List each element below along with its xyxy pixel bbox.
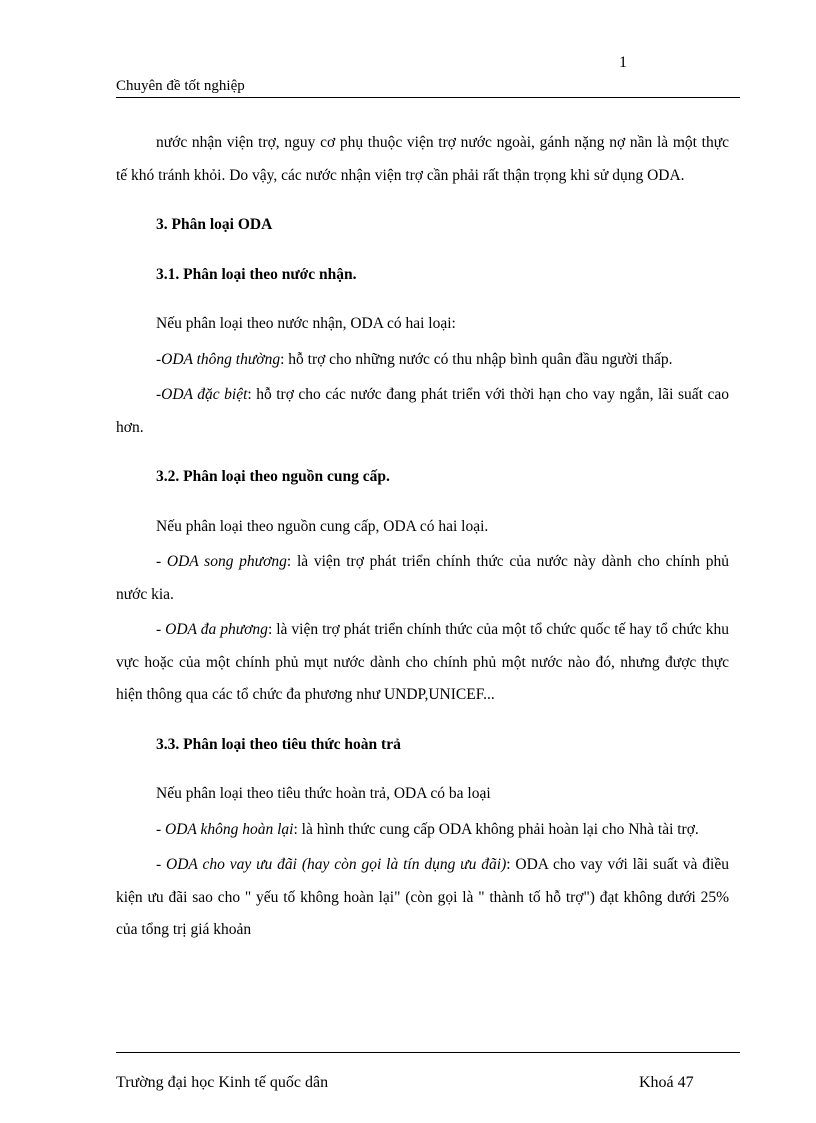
page-number: 1 xyxy=(619,54,627,71)
section-heading-3-3: 3.3. Phân loại theo tiêu thức hoàn trả xyxy=(156,735,401,753)
dash-prefix: - xyxy=(156,553,167,570)
paragraph-3-3-a xyxy=(116,814,729,847)
paragraph-3-3-intro: Nếu phân loại theo tiêu thức hoàn trả, ODA có ba loại xyxy=(156,785,491,802)
footer-course: Khoá 47 xyxy=(639,1074,694,1091)
paragraph-3-1-b xyxy=(116,379,729,444)
footer-school: Trường đại học Kinh tế quốc dân xyxy=(116,1074,329,1091)
section-heading-3-2: 3.2. Phân loại theo nguồn cung cấp. xyxy=(156,468,390,485)
paragraph-3-3-b xyxy=(116,849,729,947)
term-oda-thong-thuong: -ODA thông thường xyxy=(156,350,281,368)
paragraph-3-2-b xyxy=(116,614,729,712)
term-oda-khong-hoan-lai: ODA không hoàn lại xyxy=(165,820,294,838)
term-oda-song-phuong: ODA song phương xyxy=(166,553,287,570)
definition-text: : ODA cho vay với lãi suất và điều kiện ưu đãi sao cho " yếu tố không hoàn lại" (còn gọi là " thành tố hỗ trợ") đạt không dưới 25% của tổng trị giá khoản xyxy=(116,856,729,938)
paragraph-3-2-intro: Nếu phân loại theo nguồn cung cấp, ODA có hai loại. xyxy=(156,517,489,535)
definition-text: : là hình thức cung cấp ODA không phải hoàn lại cho Nhà tài trợ. xyxy=(293,820,699,838)
header-title: Chuyên đề tốt nghiệp xyxy=(116,78,245,94)
header-rule xyxy=(116,97,740,98)
dash-prefix: - xyxy=(156,621,166,638)
term-oda-cho-vay-uu-dai: ODA cho vay ưu đãi (hay còn gọi là tín dụng ưu đãi) xyxy=(166,856,507,873)
paragraph-3-1-a xyxy=(116,344,729,377)
definition-text: : hỗ trợ cho những nước có thu nhập bình quân đầu người thấp. xyxy=(280,350,673,368)
term-oda-dac-biet: -ODA đặc biệt xyxy=(156,386,248,403)
term-oda-da-phuong: ODA đa phương xyxy=(165,621,268,638)
section-heading-3: 3. Phân loại ODA xyxy=(156,216,273,233)
footer-rule xyxy=(116,1052,740,1053)
document-body xyxy=(116,127,729,947)
definition-text: : là viện trợ phát triển chính thức của một tổ chức quốc tế hay tổ chức khu vực hoặc của một chính phủ mụt nước dành cho chính phủ một nước nào đó, nhưng được thực hiện thông qua các tổ chức đa phương như UNDP,UNICEF... xyxy=(116,621,729,703)
dash-prefix: - xyxy=(156,856,167,873)
paragraph-3-2-a xyxy=(116,546,729,611)
definition-text: : hỗ trợ cho các nước đang phát triển với thời hạn cho vay ngắn, lãi suất cao hơn. xyxy=(116,386,729,436)
paragraph-continuation: nước nhận viện trợ, nguy cơ phụ thuộc viện trợ nước ngoài, gánh nặng nợ nần là một thực tế khó tránh khỏi. Do vậy, các nước nhận viện trợ cần phải rất thận trọng khi sử dụng ODA. xyxy=(116,134,729,184)
paragraph-3-1-intro: Nếu phân loại theo nước nhận, ODA có hai loại: xyxy=(156,315,456,332)
dash-prefix: - xyxy=(156,820,166,838)
definition-text: : là viện trợ phát triển chính thức của nước này dành cho chính phủ nước kia. xyxy=(116,553,729,603)
section-heading-3-1: 3.1. Phân loại theo nước nhận. xyxy=(156,265,357,283)
